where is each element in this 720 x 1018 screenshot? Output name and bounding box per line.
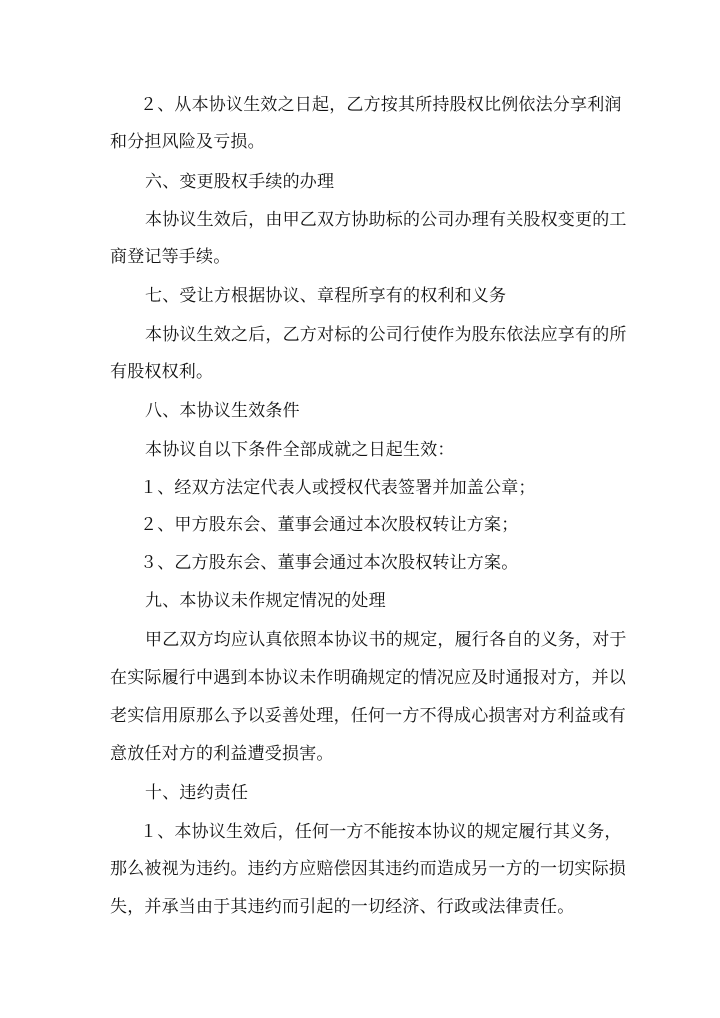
section-heading: 七、受让方根据协议、章程所享有的权利和义务 (145, 286, 507, 306)
paragraph-line: 在实际履行中遇到本协议未作明确规定的情况应及时通报对方，并以 (110, 668, 626, 688)
paragraph-line: 有股权权利。 (110, 362, 214, 382)
section-heading: 十、违约责任 (145, 783, 249, 803)
paragraph-line: 和分担风险及亏损。 (110, 132, 265, 152)
paragraph-line: 失，并承当由于其违约而引起的一切经济、行政或法律责任。 (110, 897, 575, 917)
paragraph-line: 本协议自以下条件全部成就之日起生效： (145, 440, 455, 460)
section-heading: 六、变更股权手续的办理 (145, 172, 335, 192)
paragraph-line: 商登记等手续。 (110, 247, 231, 267)
paragraph-line: 甲乙双方均应认真依照本协议书的规定，履行各自的义务，对于 (145, 630, 627, 650)
list-item: ３、乙方股东会、董事会通过本次股权转让方案。 (140, 553, 519, 573)
section-heading: 八、本协议生效条件 (145, 401, 300, 421)
paragraph-line: 本协议生效之后，乙方对标的公司行使作为股东依法应享有的所 (145, 325, 627, 345)
list-item: １、经双方法定代表人或授权代表签署并加盖公章； (140, 478, 536, 498)
section-heading: 九、本协议未作规定情况的处理 (145, 591, 386, 611)
paragraph-line: 本协议生效后，由甲乙双方协助标的公司办理有关股权变更的工 (145, 210, 627, 230)
paragraph-line: 意放任对方的利益遭受损害。 (110, 744, 334, 764)
paragraph-line: 老实信用原那么予以妥善处理，任何一方不得成心损害对方利益或有 (110, 706, 626, 726)
paragraph-line: 那么被视为违约。违约方应赔偿因其违约而造成另一方的一切实际损 (110, 859, 626, 879)
paragraph-line: ２、从本协议生效之日起，乙方按其所持股权比例依法分享利润 (140, 95, 622, 115)
paragraph-line: １、本协议生效后，任何一方不能按本协议的规定履行其义务， (140, 822, 622, 842)
list-item: ２、甲方股东会、董事会通过本次股权转让方案； (140, 515, 519, 535)
